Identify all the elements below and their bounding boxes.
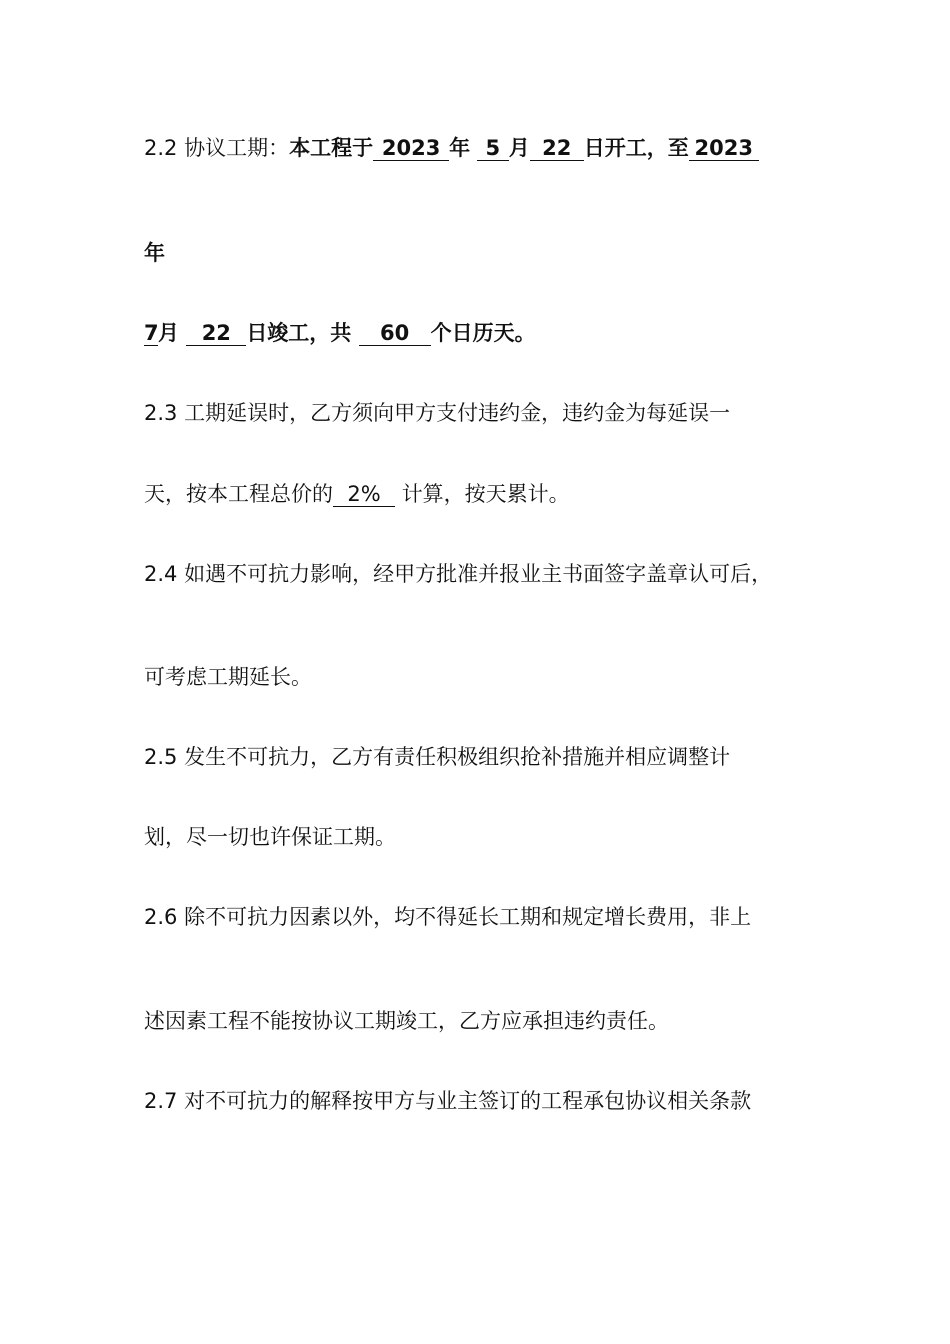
end-month-field: 7: [144, 321, 159, 345]
clause-text: 日竣工，共: [246, 321, 352, 345]
clause-2-5-line-2: 划，尽一切也许保证工期。: [144, 825, 396, 849]
month-char: 月: [508, 136, 530, 160]
clause-text: 计算，按天累计。: [401, 482, 570, 506]
penalty-rate-field: 2%: [333, 482, 395, 507]
days-field: 60: [359, 321, 431, 346]
clause-2-3-line-1: 2.3 工期延误时，乙方须向甲方支付违约金，违约金为每延误一: [144, 401, 731, 425]
start-day-field: 22: [530, 136, 584, 161]
start-year-field: 2023: [373, 136, 449, 161]
year-char: 年: [144, 241, 165, 265]
clause-label: 协议工期：: [184, 136, 290, 160]
start-month-field: 5: [477, 136, 509, 161]
clause-2-6-line-2: 述因素工程不能按协议工期竣工，乙方应承担违约责任。: [144, 1009, 669, 1033]
clause-2-2-line-3: [144, 319, 536, 347]
clause-2-7-line-1: 2.7 对不可抗力的解释按甲方与业主签订的工程承包协议相关条款: [144, 1089, 752, 1113]
year-char: 年: [449, 136, 471, 160]
end-year-field: 2023: [689, 136, 759, 161]
clause-2-2-line-2: [144, 239, 165, 267]
clause-2-4-line-1: 2.4 如遇不可抗力影响，经甲方批准并报业主书面签字盖章认可后，: [144, 562, 773, 586]
end-day-field: 22: [186, 321, 246, 346]
clause-text: 本工程于: [289, 136, 374, 160]
clause-text: 个日历天。: [430, 321, 536, 345]
clause-text: 日开工，至: [583, 136, 689, 160]
clause-2-6-line-1: 2.6 除不可抗力因素以外，均不得延长工期和规定增长费用，非上: [144, 905, 752, 929]
clause-text: 天，按本工程总价的: [144, 482, 333, 506]
clause-2-2-line-1: [144, 134, 759, 162]
clause-2-4-line-2: 可考虑工期延长。: [144, 665, 312, 689]
clause-2-3-line-2: [144, 480, 570, 508]
clause-number: 2.2: [144, 136, 178, 160]
clause-2-5-line-1: 2.5 发生不可抗力，乙方有责任积极组织抢补措施并相应调整计: [144, 745, 731, 769]
month-char: 月: [158, 321, 179, 345]
